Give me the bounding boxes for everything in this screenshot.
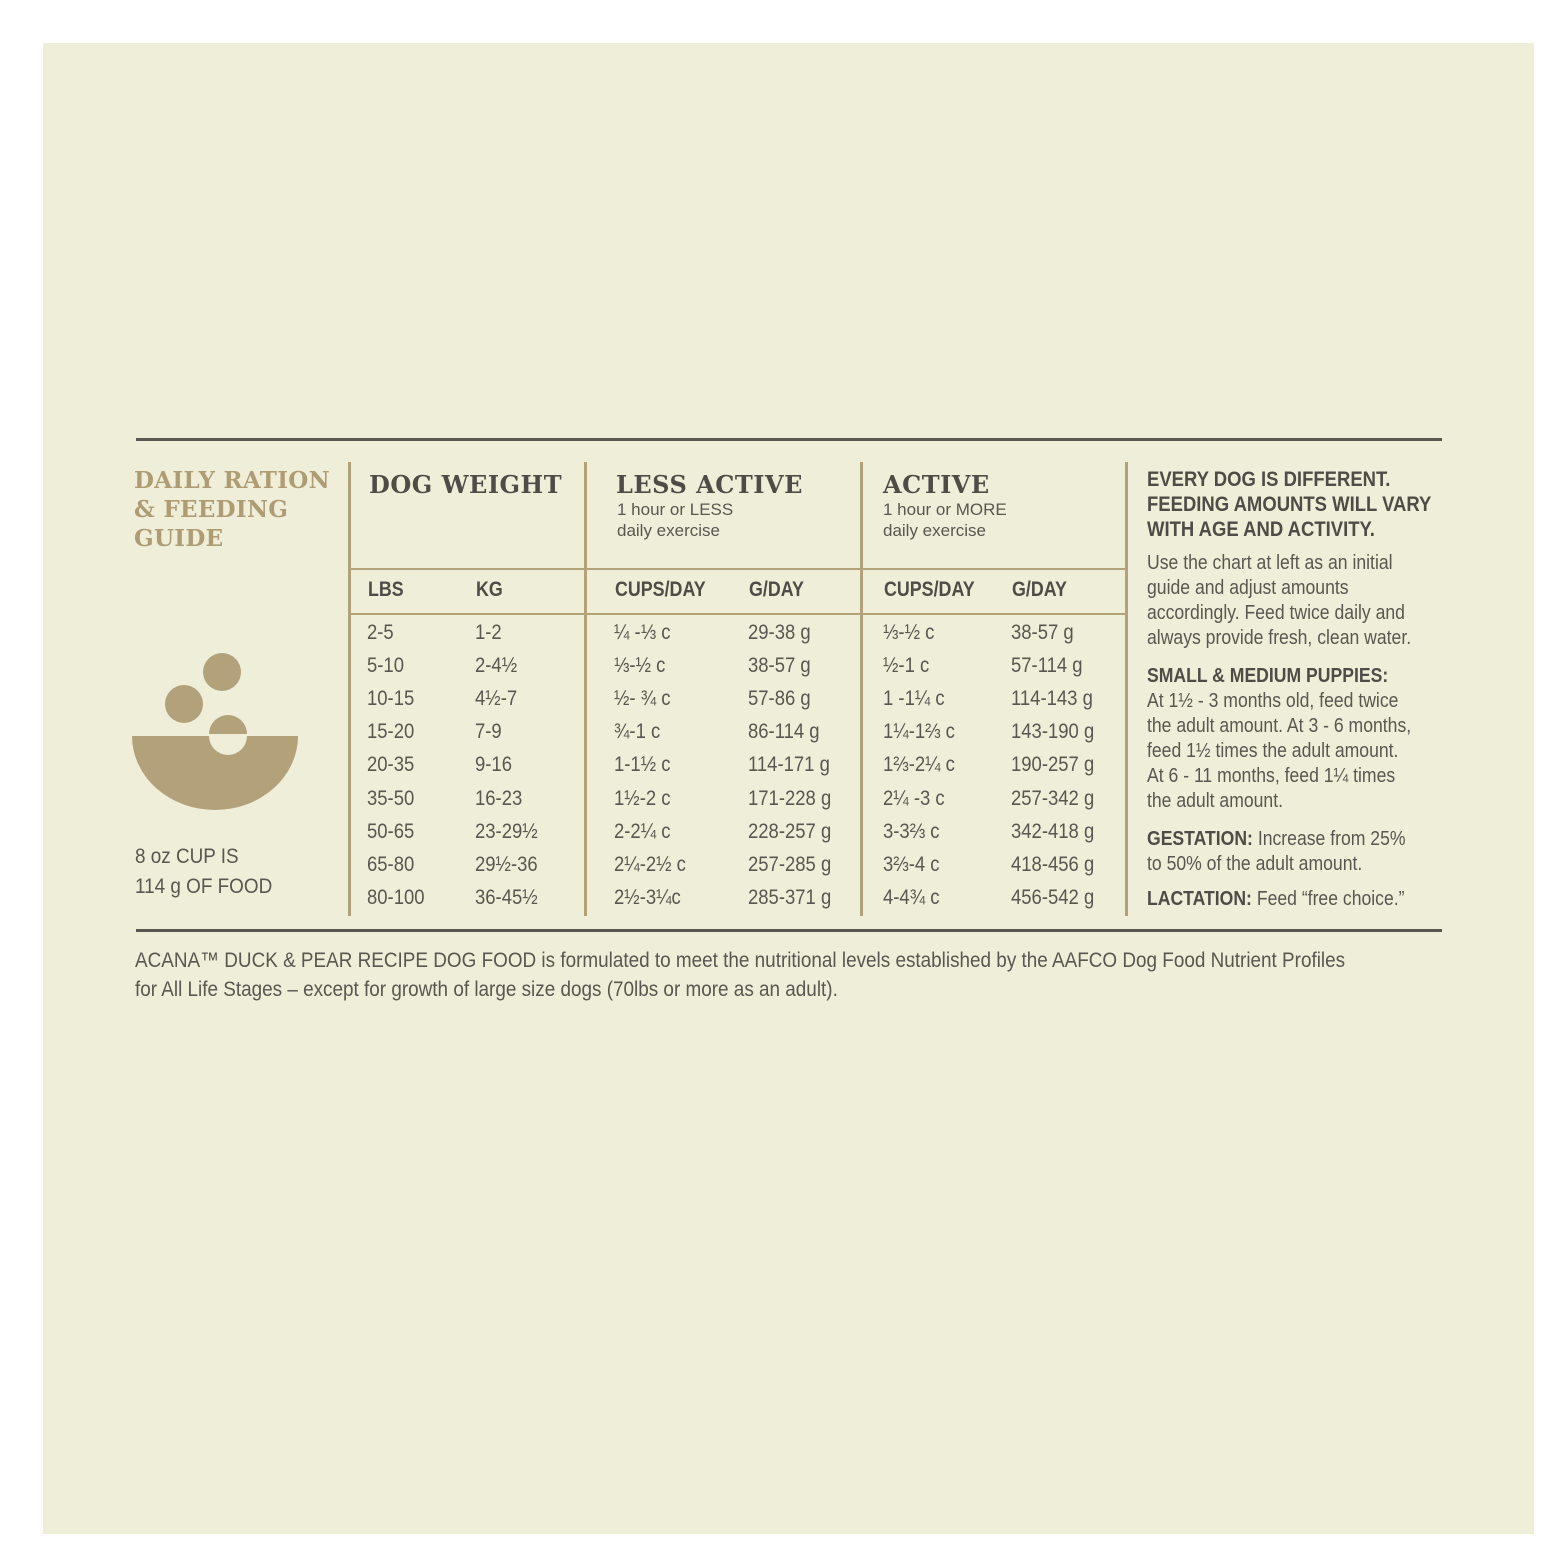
kg-cell: 29½-36	[475, 852, 538, 876]
less-grams-cell: 38-57 g	[748, 654, 811, 678]
dog-weight-header: DOG WEIGHT	[369, 470, 563, 499]
divider-3	[860, 462, 863, 916]
less-grams-cell: 257-285 g	[748, 852, 832, 876]
lactation-label: LACTATION:	[1147, 888, 1252, 910]
less-grams-cell: 228-257 g	[748, 819, 832, 843]
side-intro: Use the chart at left as an initial guide and adjust amounts accordingly. Feed twice daily and always provide fresh, clean water.	[1147, 552, 1412, 649]
kg-cell: 7-9	[475, 720, 502, 744]
less-cups-cell: ¾-1 c	[614, 720, 661, 744]
active-grams-cell: 190-257 g	[1011, 753, 1095, 777]
active-grams-cell: 418-456 g	[1011, 852, 1095, 876]
active-cups-cell: 3-3⅔ c	[883, 819, 940, 843]
lbs-cell: 80-100	[367, 885, 425, 909]
side-lactation: LACTATION: Feed “free choice.”	[1147, 888, 1405, 910]
food-bowl-icon	[130, 650, 302, 814]
active-cups-cell: 4-4¾ c	[883, 885, 940, 909]
less-cups-cell: 1½-2 c	[614, 786, 671, 810]
active-grams-label: G/DAY	[1012, 578, 1067, 601]
less-cups-cell: ⅓-½ c	[614, 654, 666, 678]
cup-measure-note: 8 oz CUP IS 114 g OF FOOD	[135, 845, 273, 898]
active-cups-cell: 1 -1¼ c	[883, 687, 945, 711]
lbs-cell: 65-80	[367, 852, 415, 876]
divider-2	[584, 462, 587, 916]
less-cups-cell: 2-2¼ c	[614, 819, 671, 843]
side-heading: EVERY DOG IS DIFFERENT. FEEDING AMOUNTS WILL VARY WITH AGE AND ACTIVITY.	[1147, 468, 1432, 541]
active-grams-cell: 342-418 g	[1011, 819, 1095, 843]
active-desc: 1 hour or MORE daily exercise	[883, 500, 1007, 540]
less-cups-cell: ½- ¾ c	[614, 687, 671, 711]
less-grams-cell: 171-228 g	[748, 786, 832, 810]
less-grams-cell: 29-38 g	[748, 621, 811, 644]
gestation-label: GESTATION:	[1147, 828, 1253, 850]
active-grams-cell: 38-57 g	[1011, 621, 1074, 644]
active-cups-cell: 3⅔-4 c	[883, 852, 940, 876]
active-grams-cell: 114-143 g	[1011, 687, 1093, 711]
active-cups-cell: 1¼-1⅔ c	[883, 720, 955, 744]
aafco-statement: ACANA™ DUCK & PEAR RECIPE DOG FOOD is formulated to meet the nutritional levels established by the AAFCO Dog Food Nutrient Profiles for All Life Stages – except for growth of large size dogs (70lbs or more as an adult).	[135, 949, 1346, 1001]
lbs-cell: 35-50	[367, 786, 415, 810]
kg-cell: 2-4½	[475, 654, 518, 678]
lbs-cell: 2-5	[367, 621, 394, 644]
kg-cell: 4½-7	[475, 687, 518, 711]
kg-cell: 9-16	[475, 753, 512, 777]
lbs-cell: 15-20	[367, 720, 415, 744]
less-cups-cell: 2¼-2½ c	[614, 852, 686, 876]
lbs-cell: 50-65	[367, 819, 415, 843]
guide-title: DAILY RATION & FEEDING GUIDE	[134, 467, 330, 552]
less-grams-cell: 86-114 g	[748, 720, 820, 744]
less-grams-cell: 114-171 g	[748, 753, 830, 777]
lbs-cell: 10-15	[367, 687, 415, 711]
active-grams-cell: 456-542 g	[1011, 885, 1095, 909]
puppies-label: SMALL & MEDIUM PUPPIES:	[1147, 665, 1389, 687]
subheader-bottom-rule	[350, 613, 1125, 615]
lbs-label: LBS	[368, 578, 404, 601]
active-header: ACTIVE	[883, 470, 990, 499]
less-cups-cell: 1-1½ c	[614, 753, 671, 777]
active-grams-cell: 143-190 g	[1011, 720, 1095, 744]
lbs-cell: 20-35	[367, 753, 415, 777]
kg-cell: 16-23	[475, 786, 523, 810]
lbs-cell: 5-10	[367, 654, 404, 678]
active-grams-cell: 257-342 g	[1011, 786, 1095, 810]
less-cups-cell: 2½-3¼c	[614, 885, 681, 909]
side-gestation: GESTATION: Increase from 25% to 50% of the adult amount.	[1147, 828, 1406, 875]
less-grams-cell: 285-371 g	[748, 885, 832, 909]
bottom-rule	[136, 929, 1442, 932]
active-grams-cell: 57-114 g	[1011, 654, 1083, 678]
kg-cell: 1-2	[475, 621, 502, 644]
divider-4	[1125, 462, 1128, 916]
active-cups-label: CUPS/DAY	[884, 578, 975, 601]
kg-label: KG	[476, 578, 503, 601]
less-grams-cell: 57-86 g	[748, 687, 811, 711]
less-cups-cell: ¼ -⅓ c	[614, 621, 671, 644]
less-active-desc: 1 hour or LESS daily exercise	[617, 500, 734, 540]
active-cups-cell: ⅓-½ c	[883, 621, 935, 644]
subheader-top-rule	[350, 568, 1125, 570]
less-active-header: LESS ACTIVE	[616, 470, 803, 499]
active-cups-cell: ½-1 c	[883, 654, 930, 678]
kg-cell: 36-45½	[475, 885, 538, 909]
divider-1	[348, 462, 351, 916]
kg-cell: 23-29½	[475, 819, 538, 843]
less-cups-label: CUPS/DAY	[615, 578, 706, 601]
side-puppies: SMALL & MEDIUM PUPPIES: At 1½ - 3 months old, feed twice the adult amount. At 3 - 6 months, feed 1½ times the adult amount. At 6 - 11 months, feed 1¼ times the adult amount.	[1147, 665, 1412, 812]
less-grams-label: G/DAY	[749, 578, 804, 601]
active-cups-cell: 1⅔-2¼ c	[883, 753, 955, 777]
top-rule	[136, 438, 1442, 441]
active-cups-cell: 2¼ -3 c	[883, 786, 945, 810]
